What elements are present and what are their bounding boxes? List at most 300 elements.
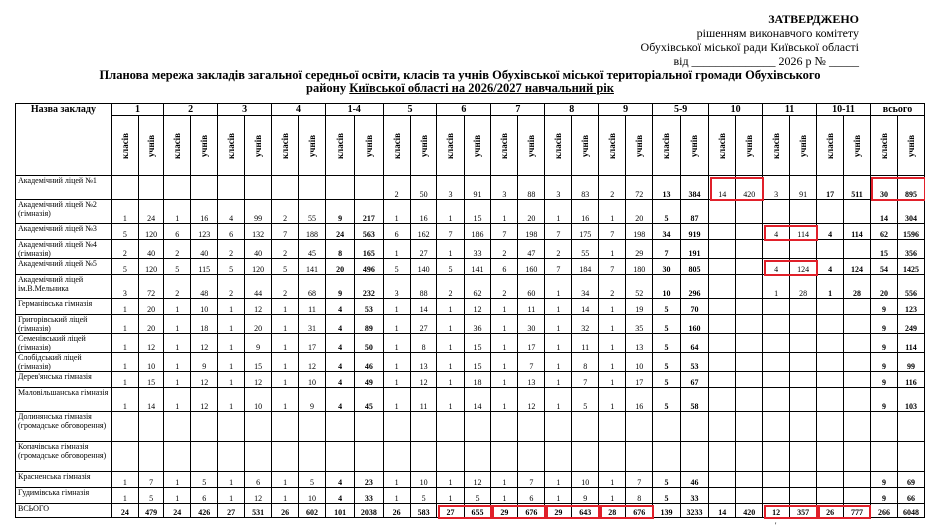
classes-cell: 1 (218, 488, 245, 504)
pupils-cell: 583 (410, 504, 437, 518)
classes-cell: 1 (491, 472, 518, 488)
classes-cell: 1 (164, 488, 191, 504)
col-group-header: 8 (545, 104, 599, 116)
subheader-text: класів (771, 132, 782, 159)
classes-cell (870, 442, 897, 472)
classes-cell: 1 (491, 372, 518, 388)
school-name: Копачівська гімназія (громадське обговорення) (16, 442, 112, 472)
classes-cell: 5 (653, 299, 681, 315)
table-row (16, 472, 925, 488)
classes-cell (763, 472, 790, 488)
classes-cell: 139 (653, 504, 681, 518)
classes-cell: 1 (272, 388, 299, 412)
classes-cell: 9 (870, 472, 897, 488)
pupils-cell: 7 (518, 353, 545, 372)
classes-cell (709, 315, 736, 334)
classes-cell (164, 442, 191, 472)
classes-cell (709, 299, 736, 315)
pupils-cell (299, 442, 326, 472)
classes-cell (653, 442, 681, 472)
classes-cell: 1 (164, 200, 191, 224)
classes-cell (763, 200, 790, 224)
pupils-cell: 14 (138, 388, 163, 412)
subheader-text: учнів (363, 134, 374, 157)
classes-cell: 4 (817, 224, 844, 240)
classes-cell: 5 (653, 372, 681, 388)
classes-cell: 27 (437, 504, 464, 518)
classes-cell (709, 240, 736, 259)
subheader-text: учнів (744, 134, 755, 157)
school-name: Академічний ліцей №3 (16, 224, 112, 240)
col-group-header: всього (870, 104, 924, 116)
classes-cell: 1 (218, 353, 245, 372)
classes-cell: 10 (653, 275, 681, 299)
classes-cell (437, 442, 464, 472)
classes-cell: 1 (599, 372, 626, 388)
pupils-cell: 531 (245, 504, 272, 518)
classes-cell: 7 (545, 224, 572, 240)
subheader-text: класів (661, 132, 672, 159)
classes-cell (383, 442, 410, 472)
classes-cell: 1 (491, 200, 518, 224)
classes-cell: 20 (870, 275, 897, 299)
classes-cell: 1 (164, 353, 191, 372)
pupils-cell: 777 (844, 504, 871, 518)
pupils-cell: 188 (299, 224, 326, 240)
pupils-cell (736, 353, 763, 372)
school-name: Слобідський ліцей (гімназія) (16, 353, 112, 372)
pupils-cell (410, 442, 437, 472)
pupils-cell: 44 (245, 275, 272, 299)
classes-cell: 7 (599, 224, 626, 240)
school-name: Академічний ліцей №4 (гімназія) (16, 240, 112, 259)
pupils-cell: 14 (572, 299, 599, 315)
classes-cell: 1 (111, 388, 138, 412)
classes-cell: 27 (218, 504, 245, 518)
pupils-cell: 33 (355, 488, 383, 504)
classes-cell: 1 (272, 315, 299, 334)
pupils-cell: 356 (898, 240, 925, 259)
pupils-cell: 140 (410, 259, 437, 275)
col-group-header: 2 (164, 104, 218, 116)
classes-cell: 1 (545, 200, 572, 224)
table-row (16, 240, 925, 259)
pupils-cell (736, 388, 763, 412)
classes-cell (325, 412, 354, 442)
classes-cell (709, 472, 736, 488)
classes-cell: 12 (763, 504, 790, 518)
classes-cell: 9 (870, 353, 897, 372)
pupils-cell: 7 (138, 472, 163, 488)
subheader-text: класів (391, 132, 402, 159)
pupils-cell: 28 (790, 275, 817, 299)
classes-cell: 1 (218, 299, 245, 315)
pupils-cell: 5 (299, 472, 326, 488)
classes-cell (763, 353, 790, 372)
pupils-cell: 17 (299, 334, 326, 353)
pupils-cell: 13 (410, 353, 437, 372)
table-row (16, 275, 925, 299)
pupils-cell: 28 (844, 275, 871, 299)
pupils-cell: 103 (898, 388, 925, 412)
col-group-header: 5 (383, 104, 437, 116)
classes-cell (817, 412, 844, 442)
pupils-cell: 40 (191, 240, 218, 259)
subheader-classes (111, 116, 138, 176)
pupils-cell (790, 334, 817, 353)
pupils-cell (245, 176, 272, 200)
classes-cell: 5 (437, 259, 464, 275)
pupils-cell: 160 (680, 315, 708, 334)
pupils-cell: 198 (518, 224, 545, 240)
col-header-name: Назва закладу (16, 104, 112, 176)
school-name: Академічний ліцей №1 (16, 176, 112, 200)
classes-cell (763, 299, 790, 315)
subheader-text: учнів (199, 134, 210, 157)
table-row (16, 315, 925, 334)
classes-cell: 2 (599, 275, 626, 299)
subheader-text: учнів (307, 134, 318, 157)
pupils-cell: 11 (572, 334, 599, 353)
classes-cell: 2 (272, 200, 299, 224)
classes-cell: 5 (111, 259, 138, 275)
pupils-cell: 16 (626, 388, 653, 412)
col-group-header: 9 (599, 104, 653, 116)
pupils-cell: 895 (898, 176, 925, 200)
subheader-pupils (410, 116, 437, 176)
classes-cell (763, 442, 790, 472)
classes-cell: 1 (599, 299, 626, 315)
subheader-text: учнів (580, 134, 591, 157)
classes-cell: 1 (272, 353, 299, 372)
classes-cell: 7 (653, 240, 681, 259)
subheader-classes (325, 116, 354, 176)
table-row (16, 388, 925, 412)
subheader-text: класів (717, 132, 728, 159)
classes-cell (817, 200, 844, 224)
title-line-2-prefix: району (306, 81, 350, 95)
subheader-classes (164, 116, 191, 176)
subheader-classes (218, 116, 245, 176)
pupils-cell (191, 176, 218, 200)
pupils-cell: 30 (518, 315, 545, 334)
pupils-cell (355, 442, 383, 472)
pupils-cell (736, 442, 763, 472)
school-name: Дерев'янська гімназія (16, 372, 112, 388)
pupils-cell: 5 (410, 488, 437, 504)
classes-cell: 26 (817, 504, 844, 518)
classes-cell (111, 176, 138, 200)
pupils-cell: 10 (245, 388, 272, 412)
classes-cell: 7 (599, 259, 626, 275)
pupils-cell: 52 (626, 275, 653, 299)
pupils-cell: 50 (410, 176, 437, 200)
pupils-cell: 99 (245, 200, 272, 224)
pupils-cell (736, 275, 763, 299)
pupils-cell: 198 (626, 224, 653, 240)
pupils-cell (844, 412, 871, 442)
classes-cell: 14 (870, 200, 897, 224)
pupils-cell: 12 (191, 388, 218, 412)
pupils-cell: 655 (464, 504, 491, 518)
classes-cell: 30 (870, 176, 897, 200)
pupils-cell: 5 (572, 388, 599, 412)
pupils-cell: 34 (572, 275, 599, 299)
classes-cell: 3 (545, 176, 572, 200)
classes-cell (709, 200, 736, 224)
pupils-cell: 20 (245, 315, 272, 334)
pupils-cell: 3233 (680, 504, 708, 518)
pupils-cell: 29 (626, 240, 653, 259)
pupils-cell: 115 (191, 259, 218, 275)
pupils-cell: 53 (355, 299, 383, 315)
pupils-cell: 7 (626, 472, 653, 488)
pupils-cell: 60 (518, 275, 545, 299)
classes-cell: 1 (437, 353, 464, 372)
pupils-cell (844, 388, 871, 412)
pupils-cell: 49 (355, 372, 383, 388)
classes-cell: 28 (599, 504, 626, 518)
classes-cell (870, 412, 897, 442)
classes-cell: 1 (383, 334, 410, 353)
classes-cell: 5 (164, 259, 191, 275)
classes-cell: 5 (653, 472, 681, 488)
subheader-classes (437, 116, 464, 176)
title-line-2-underlined: Київської області на 2026/2027 навчальний рік (349, 81, 614, 95)
pupils-cell: 676 (626, 504, 653, 518)
classes-cell: 1 (111, 353, 138, 372)
pupils-cell: 116 (898, 372, 925, 388)
subheader-text: учнів (253, 134, 264, 157)
pupils-cell (790, 353, 817, 372)
school-name: ВСЬОГО (16, 504, 112, 518)
pupils-cell: 91 (790, 176, 817, 200)
pupils-cell (844, 334, 871, 353)
classes-cell (111, 412, 138, 442)
approval-line-2: Обухівської міської ради Київської області (640, 40, 859, 54)
classes-cell: 9 (870, 334, 897, 353)
pupils-cell: 20 (138, 299, 163, 315)
classes-cell: 30 (653, 259, 681, 275)
pupils-cell (790, 372, 817, 388)
classes-cell: 1 (111, 372, 138, 388)
subheader-classes (709, 116, 736, 176)
classes-cell: 54 (870, 259, 897, 275)
pupils-cell: 180 (626, 259, 653, 275)
classes-cell: 5 (653, 315, 681, 334)
pupils-cell: 19 (626, 299, 653, 315)
pupils-cell (790, 200, 817, 224)
pupils-cell: 10 (191, 299, 218, 315)
pupils-cell: 9 (299, 388, 326, 412)
classes-cell: 4 (218, 200, 245, 224)
pupils-cell: 160 (518, 259, 545, 275)
school-name: Григорівський ліцей (гімназія) (16, 315, 112, 334)
classes-cell (164, 176, 191, 200)
subheader-text: класів (280, 132, 291, 159)
pupils-cell: 66 (898, 488, 925, 504)
subheader-text: учнів (472, 134, 483, 157)
classes-cell: 2 (491, 240, 518, 259)
classes-cell: 1 (111, 299, 138, 315)
pupils-cell: 114 (790, 224, 817, 240)
col-group-header: 10-11 (817, 104, 871, 116)
subheader-text: учнів (418, 134, 429, 157)
classes-cell: 1 (272, 299, 299, 315)
pupils-cell: 12 (245, 488, 272, 504)
pupils-cell (626, 412, 653, 442)
classes-cell: 1 (383, 388, 410, 412)
classes-cell: 24 (164, 504, 191, 518)
classes-cell (491, 442, 518, 472)
classes-cell (709, 353, 736, 372)
pupils-cell (736, 488, 763, 504)
subheader-classes (763, 116, 790, 176)
pupils-cell: 5 (138, 488, 163, 504)
pupils-cell (844, 488, 871, 504)
classes-cell: 14 (709, 504, 736, 518)
school-name: Маловільшанська гімназія (16, 388, 112, 412)
classes-cell: 7 (491, 224, 518, 240)
classes-cell (763, 334, 790, 353)
pupils-cell: 70 (680, 299, 708, 315)
classes-cell (272, 176, 299, 200)
classes-cell: 1 (383, 315, 410, 334)
classes-cell (653, 412, 681, 442)
pupils-cell: 10 (626, 353, 653, 372)
pupils-cell: 643 (572, 504, 599, 518)
pupils-cell: 72 (626, 176, 653, 200)
classes-cell: 1 (164, 315, 191, 334)
pupils-cell: 6 (191, 488, 218, 504)
classes-cell: 1 (164, 334, 191, 353)
pupils-cell: 83 (572, 176, 599, 200)
classes-cell (709, 334, 736, 353)
classes-cell: 1 (545, 388, 572, 412)
school-name: Академічний ліцей №2 (гімназія) (16, 200, 112, 224)
classes-cell (817, 299, 844, 315)
classes-cell (545, 412, 572, 442)
classes-cell: 1 (437, 200, 464, 224)
classes-cell: 2 (218, 240, 245, 259)
pupils-cell (410, 412, 437, 442)
pupils-cell (790, 442, 817, 472)
table-row (16, 372, 925, 388)
pupils-cell: 20 (626, 200, 653, 224)
classes-cell: 2 (272, 275, 299, 299)
pupils-cell (736, 372, 763, 388)
pupils-cell (790, 315, 817, 334)
pupils-cell: 511 (844, 176, 871, 200)
pupils-cell: 304 (898, 200, 925, 224)
classes-cell: 24 (111, 504, 138, 518)
subheader-classes (383, 116, 410, 176)
classes-cell: 1 (599, 200, 626, 224)
pupils-cell: 217 (355, 200, 383, 224)
classes-cell: 1 (437, 388, 464, 412)
subheader-text: класів (878, 132, 889, 159)
classes-cell: 4 (763, 224, 790, 240)
subheader-text: учнів (634, 134, 645, 157)
classes-cell (272, 412, 299, 442)
subheader-text: учнів (852, 134, 863, 157)
classes-cell (763, 372, 790, 388)
classes-cell: 1 (437, 334, 464, 353)
pupils-cell: 17 (626, 372, 653, 388)
subheader-text: учнів (146, 134, 157, 157)
pupils-cell: 12 (410, 372, 437, 388)
classes-cell: 5 (653, 388, 681, 412)
subheader-pupils (680, 116, 708, 176)
classes-cell: 4 (325, 334, 354, 353)
subheader-text: учнів (526, 134, 537, 157)
subheader-pupils (299, 116, 326, 176)
pupils-cell: 20 (138, 315, 163, 334)
pupils-cell: 48 (191, 275, 218, 299)
classes-cell: 24 (325, 224, 354, 240)
classes-cell (325, 176, 354, 200)
classes-cell: 1 (272, 334, 299, 353)
pupils-cell: 184 (572, 259, 599, 275)
pupils-cell: 12 (299, 353, 326, 372)
pupils-cell: 13 (626, 334, 653, 353)
pupils-cell: 11 (299, 299, 326, 315)
pupils-cell (680, 412, 708, 442)
pupils-cell (572, 412, 599, 442)
classes-cell: 1 (111, 334, 138, 353)
classes-cell: 101 (325, 504, 354, 518)
pupils-cell: 8 (572, 353, 599, 372)
classes-cell: 9 (870, 488, 897, 504)
pupils-cell (844, 299, 871, 315)
classes-cell: 34 (653, 224, 681, 240)
pupils-cell: 6 (245, 472, 272, 488)
classes-cell: 1 (599, 315, 626, 334)
pupils-cell (736, 315, 763, 334)
pupils-cell: 7 (518, 472, 545, 488)
pupils-cell (245, 412, 272, 442)
classes-cell: 5 (218, 259, 245, 275)
pupils-cell: 12 (464, 299, 491, 315)
pupils-cell: 420 (736, 504, 763, 518)
pupils-cell: 55 (572, 240, 599, 259)
classes-cell: 15 (870, 240, 897, 259)
classes-cell (164, 412, 191, 442)
classes-cell: 6 (383, 224, 410, 240)
pupils-cell: 9 (191, 353, 218, 372)
pupils-cell: 18 (464, 372, 491, 388)
classes-cell: 2 (164, 240, 191, 259)
school-name: Академічний ліцей №5 (16, 259, 112, 275)
classes-cell (599, 412, 626, 442)
pupils-cell: 10 (138, 353, 163, 372)
classes-cell: 9 (325, 200, 354, 224)
pupils-cell: 5 (464, 488, 491, 504)
pupils-cell: 384 (680, 176, 708, 200)
classes-cell: 1 (599, 240, 626, 259)
pupils-cell: 15 (138, 372, 163, 388)
classes-cell: 1 (437, 315, 464, 334)
document-title (15, 69, 905, 95)
classes-cell: 9 (870, 299, 897, 315)
pupils-cell: 12 (191, 334, 218, 353)
pupils-cell (138, 442, 163, 472)
pupils-cell: 141 (299, 259, 326, 275)
pupils-cell: 20 (518, 200, 545, 224)
school-name: Семенівський ліцей (гімназія) (16, 334, 112, 353)
classes-cell: 1 (383, 488, 410, 504)
pupils-cell: 17 (518, 334, 545, 353)
